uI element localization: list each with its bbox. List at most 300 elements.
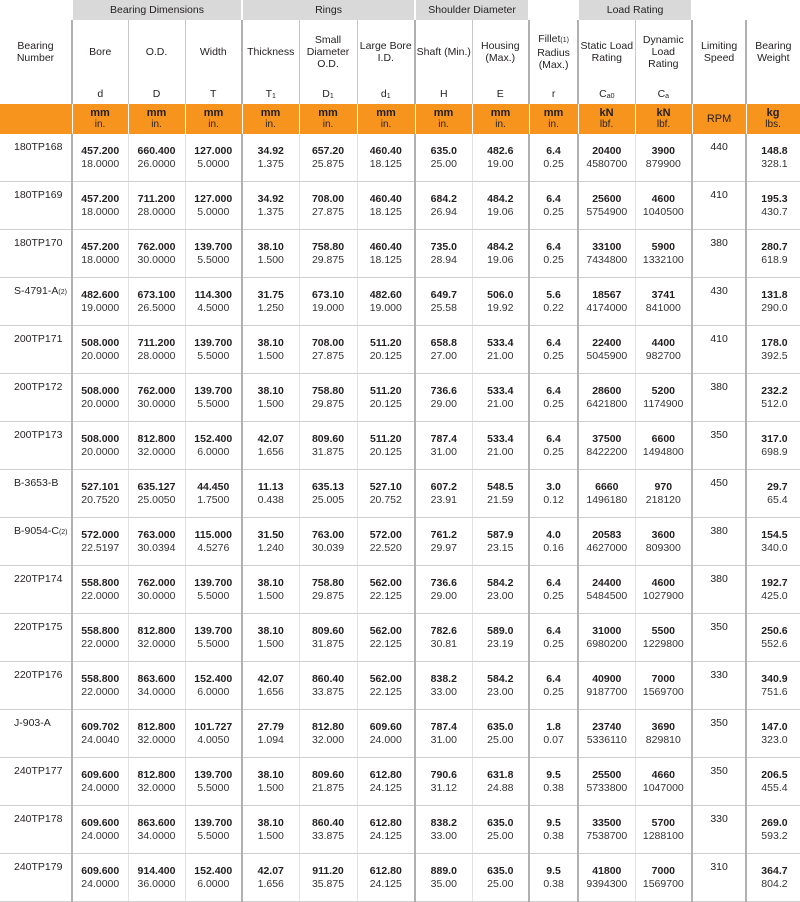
value-imperial: 4.0050 <box>197 733 230 746</box>
value-imperial: 425.0 <box>761 589 788 602</box>
sym-speed-blank <box>692 84 746 104</box>
value-metric: 42.07 <box>257 864 284 877</box>
value-imperial: 24.125 <box>369 829 402 842</box>
value-metric: 101.727 <box>194 720 233 733</box>
value-metric: 809.60 <box>311 768 345 781</box>
value-imperial: 1.250 <box>257 301 284 314</box>
cell-od <box>128 662 185 710</box>
value-metric: 558.800 <box>81 576 120 589</box>
value-imperial: 328.1 <box>761 157 788 170</box>
table-row <box>0 566 800 614</box>
bearing-number-text: 240TP178 <box>14 813 63 825</box>
bearing-number-text: 200TP173 <box>14 429 63 441</box>
units-mm-in <box>242 104 299 134</box>
value-metric: 20583 <box>592 528 622 541</box>
sym-D1 <box>299 84 357 104</box>
value-metric: 34.92 <box>257 144 284 157</box>
value-metric: 511.20 <box>370 384 402 397</box>
value-metric: 115.000 <box>194 528 232 541</box>
value-imperial: 5.5000 <box>197 397 230 410</box>
cell-dynamic <box>635 326 692 374</box>
value-imperial: 30.81 <box>430 637 457 650</box>
value-metric: 860.40 <box>311 672 345 685</box>
value-metric: 152.400 <box>194 432 233 445</box>
value-metric: 18567 <box>592 288 622 301</box>
col-od: O.D. <box>128 20 185 84</box>
value-imperial: 34.0000 <box>137 829 176 842</box>
value-imperial: 5.5000 <box>197 781 230 794</box>
header-symbol-row <box>0 84 800 104</box>
value-metric: 787.4 <box>430 432 457 445</box>
value-imperial: 1288100 <box>642 829 684 842</box>
value-imperial: 430.7 <box>761 205 788 218</box>
value-imperial: 22.5197 <box>81 541 120 554</box>
cell-small-od <box>299 422 357 470</box>
cell-thickness <box>242 422 299 470</box>
value-metric: 609.600 <box>81 816 120 829</box>
group-rings: Rings <box>242 0 415 20</box>
sym-d: d <box>72 84 128 104</box>
cell-limiting-speed: 450 <box>692 470 746 518</box>
value-metric: 782.6 <box>430 624 457 637</box>
value-metric: 139.700 <box>194 240 233 253</box>
value-imperial: 20.0000 <box>81 397 120 410</box>
unit-imperial: lbs. <box>765 119 781 130</box>
value-imperial: 4.5276 <box>197 541 230 554</box>
value-metric: 609.600 <box>81 768 120 781</box>
sym-H: H <box>415 84 472 104</box>
col-dynamic: Dynamic Load Rating <box>635 20 692 84</box>
table-row <box>0 230 800 278</box>
fillet-label-rest: Radius (Max.) <box>537 47 570 71</box>
value-imperial: 20.0000 <box>81 349 120 362</box>
value-metric: 812.800 <box>137 768 176 781</box>
value-imperial: 30.0000 <box>137 397 176 410</box>
cell-small-od <box>299 806 357 854</box>
value-imperial: 0.25 <box>543 589 564 602</box>
table-row <box>0 518 800 566</box>
value-metric: 139.700 <box>194 384 233 397</box>
value-imperial: 23.19 <box>487 637 514 650</box>
value-imperial: 28.94 <box>430 253 457 266</box>
value-metric: 889.0 <box>430 864 457 877</box>
value-imperial: 24.88 <box>487 781 514 794</box>
unit-metric: mm <box>543 107 564 119</box>
value-metric: 763.00 <box>311 528 345 541</box>
value-metric: 5500 <box>651 624 675 637</box>
cell-static <box>578 614 635 662</box>
value-metric: 317.0 <box>761 432 788 445</box>
value-imperial: 30.0394 <box>137 541 176 554</box>
value-imperial: 19.000 <box>369 301 402 314</box>
bearing-number-text: 220TP176 <box>14 669 63 681</box>
value-imperial: 24.0000 <box>81 877 120 890</box>
value-metric: 28600 <box>592 384 622 397</box>
value-metric: 29.7 <box>767 480 788 493</box>
value-imperial: 33.875 <box>311 685 345 698</box>
unit-imperial: in. <box>380 119 392 130</box>
cell-limiting-speed: 310 <box>692 854 746 902</box>
value-imperial: 30.0000 <box>137 589 176 602</box>
value-metric: 6.4 <box>546 576 561 589</box>
value-imperial: 31.00 <box>430 733 457 746</box>
value-metric: 6.4 <box>546 144 561 157</box>
value-imperial: 4627000 <box>586 541 628 554</box>
cell-housing <box>472 662 529 710</box>
cell-fillet <box>529 326 578 374</box>
cell-dynamic <box>635 374 692 422</box>
value-imperial: 0.25 <box>543 397 564 410</box>
cell-large-bore <box>357 278 415 326</box>
value-imperial: 1332100 <box>642 253 684 266</box>
cell-fillet <box>529 566 578 614</box>
cell-width <box>185 470 242 518</box>
value-metric: 139.700 <box>194 816 233 829</box>
cell-bore <box>72 662 128 710</box>
cell-weight <box>746 614 800 662</box>
value-imperial: 22.125 <box>369 685 402 698</box>
unit-metric: mm <box>376 107 396 119</box>
cell-dynamic <box>635 278 692 326</box>
cell-bore <box>72 374 128 422</box>
value-imperial: 25.00 <box>487 877 514 890</box>
value-metric: 508.000 <box>81 384 120 397</box>
value-metric: 1.8 <box>546 720 561 733</box>
cell-fillet <box>529 422 578 470</box>
value-metric: 33100 <box>592 240 622 253</box>
cell-bore <box>72 422 128 470</box>
value-metric: 635.13 <box>311 480 345 493</box>
cell-weight <box>746 326 800 374</box>
value-imperial: 27.875 <box>311 205 345 218</box>
cell-weight <box>746 374 800 422</box>
value-imperial: 32.0000 <box>137 637 176 650</box>
col-bearing-number: Bearing Number <box>0 20 72 84</box>
value-metric: 572.00 <box>369 528 402 541</box>
cell-large-bore <box>357 230 415 278</box>
cell-od <box>128 518 185 566</box>
value-metric: 460.40 <box>369 192 402 205</box>
value-metric: 22400 <box>592 336 622 349</box>
cell-dynamic <box>635 710 692 758</box>
value-metric: 37500 <box>592 432 622 445</box>
value-metric: 3690 <box>651 720 675 733</box>
value-imperial: 33.00 <box>430 829 457 842</box>
value-imperial: 1.094 <box>257 733 284 746</box>
unit-imperial: lbf. <box>599 119 614 130</box>
cell-static <box>578 662 635 710</box>
cell-limiting-speed: 380 <box>692 518 746 566</box>
value-imperial: 29.875 <box>311 397 345 410</box>
col-limiting-speed: Limiting Speed <box>692 20 746 84</box>
cell-small-od <box>299 134 357 182</box>
cell-weight <box>746 566 800 614</box>
value-metric: 635.0 <box>487 816 514 829</box>
value-imperial: 0.22 <box>543 301 564 314</box>
value-metric: 5700 <box>651 816 675 829</box>
value-imperial: 5.5000 <box>197 589 230 602</box>
value-imperial: 32.0000 <box>137 781 176 794</box>
value-imperial: 26.94 <box>430 205 457 218</box>
cell-width <box>185 134 242 182</box>
sym-D1-base: D <box>322 88 330 100</box>
value-metric: 6600 <box>651 432 675 445</box>
bearing-number-text: 240TP179 <box>14 861 63 873</box>
value-imperial: 5733800 <box>586 781 628 794</box>
unit-metric: mm <box>146 107 167 119</box>
value-metric: 31000 <box>592 624 622 637</box>
value-imperial: 19.92 <box>487 301 514 314</box>
value-imperial: 1.240 <box>257 541 284 554</box>
unit-imperial: in. <box>438 119 449 130</box>
value-metric: 562.00 <box>369 624 402 637</box>
cell-shaft <box>415 470 472 518</box>
cell-housing <box>472 854 529 902</box>
cell-static <box>578 758 635 806</box>
cell-bearing-number <box>0 806 72 854</box>
cell-shaft <box>415 278 472 326</box>
value-imperial: 0.38 <box>543 781 564 794</box>
col-small-diameter: Small Diameter O.D. <box>299 20 357 84</box>
bearing-number-text: B-9054-C <box>14 525 59 537</box>
value-metric: 511.20 <box>370 336 402 349</box>
sym-D: D <box>128 84 185 104</box>
value-imperial: 20.0000 <box>81 445 120 458</box>
value-metric: 914.400 <box>137 864 176 877</box>
value-metric: 38.10 <box>257 816 284 829</box>
cell-bore <box>72 854 128 902</box>
cell-od <box>128 374 185 422</box>
cell-weight <box>746 422 800 470</box>
cell-width <box>185 326 242 374</box>
units-kN-lbf <box>635 104 692 134</box>
value-metric: 3600 <box>651 528 675 541</box>
value-imperial: 35.875 <box>311 877 345 890</box>
value-metric: 558.800 <box>81 672 120 685</box>
cell-large-bore <box>357 662 415 710</box>
value-imperial: 18.125 <box>369 205 402 218</box>
value-metric: 4400 <box>651 336 675 349</box>
value-metric: 364.7 <box>761 864 788 877</box>
cell-width <box>185 422 242 470</box>
value-imperial: 552.6 <box>761 637 788 650</box>
cell-weight <box>746 806 800 854</box>
cell-od <box>128 806 185 854</box>
value-metric: 673.10 <box>311 288 345 301</box>
value-imperial: 29.875 <box>311 253 345 266</box>
value-imperial: 7434800 <box>586 253 628 266</box>
cell-limiting-speed: 380 <box>692 566 746 614</box>
cell-weight <box>746 182 800 230</box>
value-metric: 584.2 <box>487 672 514 685</box>
value-imperial: 20.7520 <box>81 493 120 506</box>
value-metric: 6.4 <box>546 432 561 445</box>
value-imperial: 1.375 <box>257 205 284 218</box>
cell-bearing-number <box>0 518 72 566</box>
value-metric: 38.10 <box>257 576 284 589</box>
value-imperial: 1.656 <box>257 445 284 458</box>
cell-limiting-speed: 380 <box>692 230 746 278</box>
cell-od <box>128 614 185 662</box>
unit-imperial: lbf. <box>656 119 671 130</box>
value-metric: 812.800 <box>137 432 176 445</box>
cell-shaft <box>415 710 472 758</box>
value-imperial: 1.656 <box>257 685 284 698</box>
sym-T1-base: T <box>265 88 273 100</box>
bearing-footnote: (2) <box>58 289 67 296</box>
value-metric: 482.60 <box>369 288 402 301</box>
value-metric: 44.450 <box>197 480 230 493</box>
cell-dynamic <box>635 182 692 230</box>
value-imperial: 5484500 <box>586 589 628 602</box>
cell-small-od <box>299 326 357 374</box>
unit-imperial: in. <box>94 119 106 130</box>
value-imperial: 21.00 <box>487 445 514 458</box>
value-imperial: 23.00 <box>487 685 514 698</box>
value-metric: 758.80 <box>311 240 345 253</box>
value-metric: 838.2 <box>430 672 457 685</box>
cell-limiting-speed: 350 <box>692 710 746 758</box>
sym-Ca <box>635 84 692 104</box>
bearing-number-text: 180TP170 <box>14 237 63 249</box>
value-imperial: 35.00 <box>430 877 457 890</box>
value-imperial: 618.9 <box>761 253 788 266</box>
value-metric: 708.00 <box>311 336 345 349</box>
cell-dynamic <box>635 134 692 182</box>
cell-limiting-speed: 350 <box>692 422 746 470</box>
value-metric: 708.00 <box>311 192 345 205</box>
value-metric: 4600 <box>651 576 675 589</box>
value-imperial: 21.875 <box>311 781 345 794</box>
cell-weight <box>746 278 800 326</box>
cell-bore <box>72 278 128 326</box>
value-imperial: 5.0000 <box>197 157 230 170</box>
cell-large-bore <box>357 806 415 854</box>
cell-thickness <box>242 326 299 374</box>
value-metric: 584.2 <box>487 576 514 589</box>
value-metric: 5.6 <box>546 288 561 301</box>
cell-thickness <box>242 182 299 230</box>
value-imperial: 1569700 <box>642 685 684 698</box>
unit-imperial: in. <box>151 119 162 130</box>
value-metric: 484.2 <box>487 240 514 253</box>
cell-small-od <box>299 710 357 758</box>
value-metric: 609.702 <box>81 720 120 733</box>
cell-thickness <box>242 758 299 806</box>
value-metric: 250.6 <box>761 624 788 637</box>
header-blank-weight <box>746 0 800 20</box>
value-metric: 635.0 <box>430 144 457 157</box>
value-metric: 40900 <box>592 672 622 685</box>
value-imperial: 30.039 <box>311 541 345 554</box>
value-metric: 511.20 <box>370 432 402 445</box>
value-metric: 711.200 <box>137 192 176 205</box>
cell-weight <box>746 470 800 518</box>
value-imperial: 982700 <box>645 349 681 362</box>
units-mm-in <box>357 104 415 134</box>
bearing-footnote: (2) <box>58 529 68 536</box>
cell-limiting-speed: 410 <box>692 182 746 230</box>
value-imperial: 0.25 <box>543 253 564 266</box>
value-metric: 533.4 <box>487 384 514 397</box>
value-metric: 762.000 <box>137 576 176 589</box>
value-imperial: 0.25 <box>543 349 564 362</box>
cell-large-bore <box>357 182 415 230</box>
cell-weight <box>746 134 800 182</box>
value-metric: 148.8 <box>761 144 788 157</box>
group-shoulder-diameter: Shoulder Diameter <box>415 0 529 20</box>
value-metric: 631.8 <box>487 768 514 781</box>
value-imperial: 25.00 <box>430 157 457 170</box>
value-metric: 790.6 <box>430 768 457 781</box>
value-imperial: 29.97 <box>430 541 457 554</box>
cell-width <box>185 614 242 662</box>
value-metric: 484.2 <box>487 192 514 205</box>
cell-housing <box>472 230 529 278</box>
cell-bore <box>72 806 128 854</box>
value-metric: 152.400 <box>194 672 233 685</box>
value-metric: 6.4 <box>546 192 561 205</box>
col-shaft: Shaft (Min.) <box>415 20 472 84</box>
cell-static <box>578 422 635 470</box>
units-kg-lbs <box>746 104 800 134</box>
value-imperial: 0.25 <box>543 637 564 650</box>
cell-dynamic <box>635 806 692 854</box>
value-metric: 809.60 <box>311 624 345 637</box>
cell-dynamic <box>635 758 692 806</box>
cell-shaft <box>415 182 472 230</box>
cell-od <box>128 422 185 470</box>
cell-thickness <box>242 614 299 662</box>
value-imperial: 29.00 <box>430 397 457 410</box>
value-metric: 673.100 <box>137 288 176 301</box>
cell-width <box>185 278 242 326</box>
sym-T: T <box>185 84 242 104</box>
value-metric: 587.9 <box>487 528 514 541</box>
value-imperial: 9187700 <box>586 685 628 698</box>
sym-Ca0-sub: a0 <box>606 93 615 100</box>
cell-od <box>128 854 185 902</box>
cell-od <box>128 134 185 182</box>
cell-housing <box>472 134 529 182</box>
value-imperial: 5.5000 <box>197 637 230 650</box>
value-metric: 38.10 <box>257 384 284 397</box>
value-imperial: 26.0000 <box>137 157 176 170</box>
value-imperial: 25.005 <box>311 493 345 506</box>
value-imperial: 7538700 <box>586 829 628 842</box>
header-blank <box>0 0 72 20</box>
value-metric: 809.60 <box>311 432 345 445</box>
value-imperial: 751.6 <box>761 685 788 698</box>
cell-weight <box>746 230 800 278</box>
cell-od <box>128 758 185 806</box>
cell-bearing-number <box>0 758 72 806</box>
col-large-bore: Large Bore I.D. <box>357 20 415 84</box>
value-metric: 711.200 <box>137 336 176 349</box>
unit-metric: kN <box>599 107 614 119</box>
cell-static <box>578 566 635 614</box>
value-imperial: 1.375 <box>257 157 284 170</box>
value-metric: 192.7 <box>761 576 788 589</box>
value-metric: 38.10 <box>257 768 284 781</box>
value-imperial: 32.0000 <box>137 733 176 746</box>
unit-imperial: in. <box>548 119 559 130</box>
cell-od <box>128 182 185 230</box>
value-metric: 635.0 <box>487 720 514 733</box>
unit-metric: kg <box>766 107 780 119</box>
cell-large-bore <box>357 758 415 806</box>
unit-imperial: in. <box>322 119 334 130</box>
